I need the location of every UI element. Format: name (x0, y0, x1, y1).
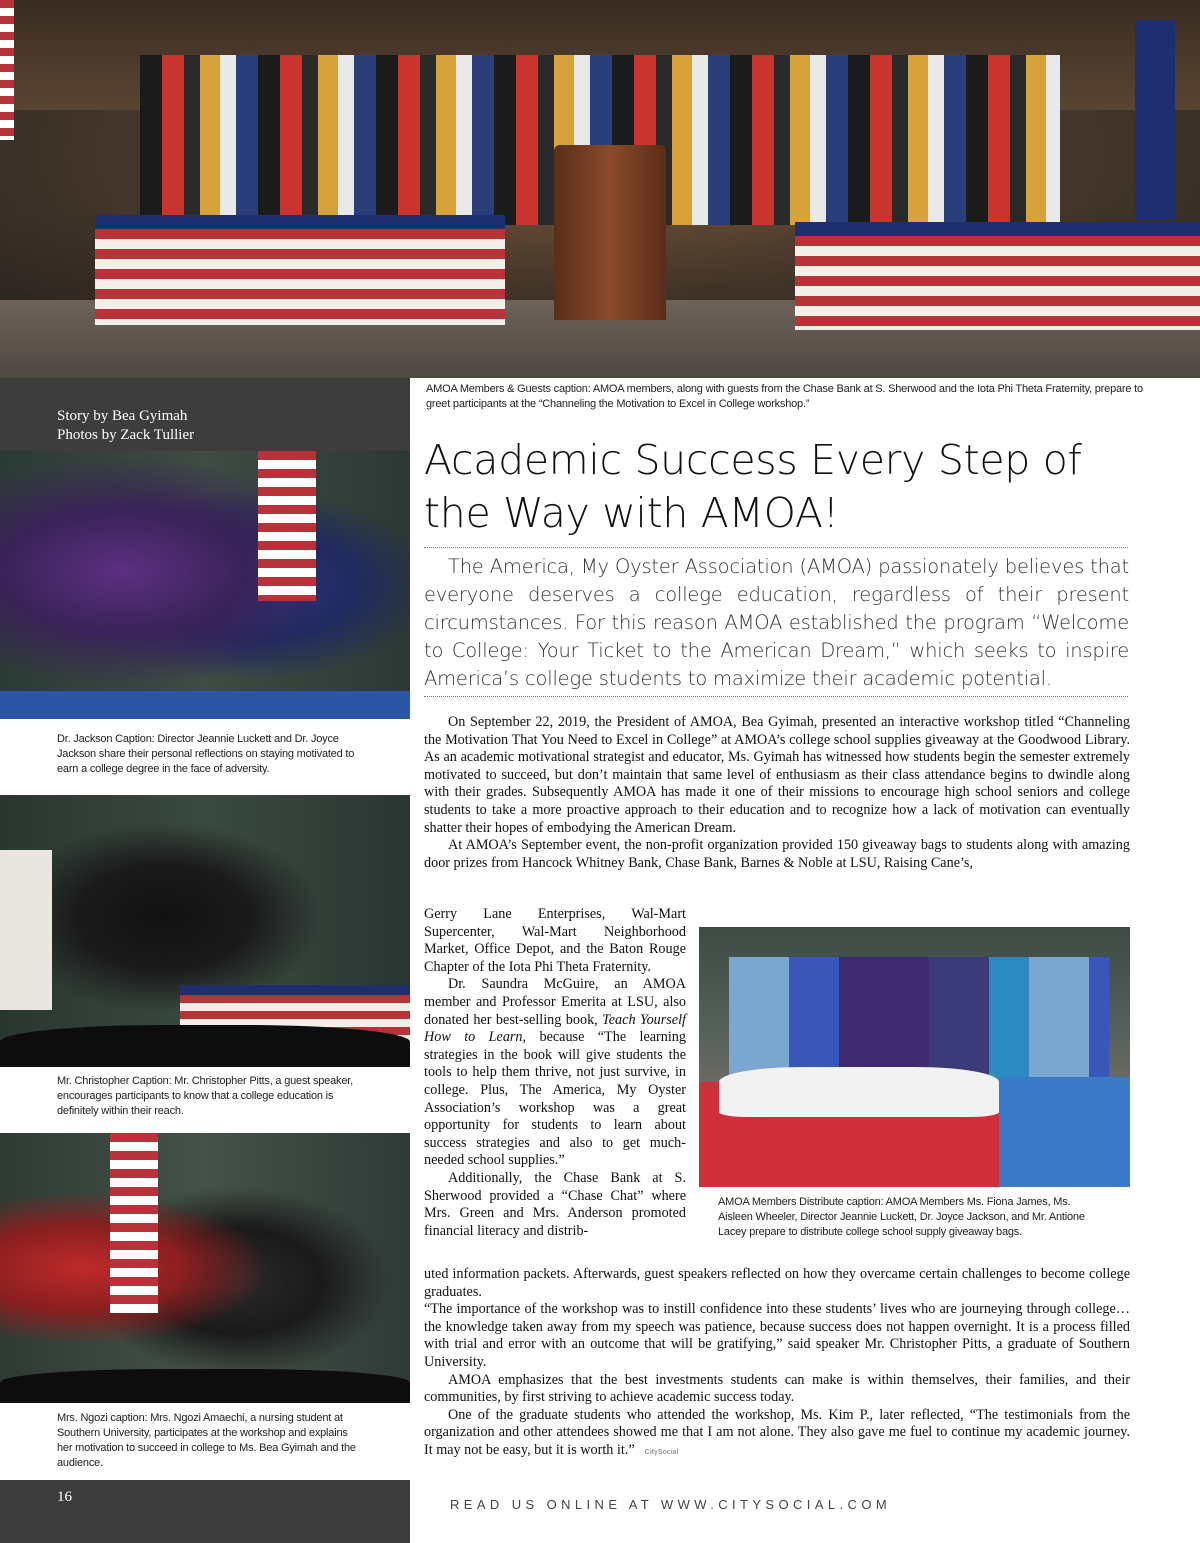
audience-silhouette (0, 1025, 410, 1067)
flag-right (1135, 20, 1175, 220)
flag-left (0, 0, 14, 140)
patriotic-table-left (95, 215, 505, 325)
podium (554, 145, 666, 320)
footer-read-online: READ US ONLINE AT WWW.CITYSOCIAL.COM (450, 1497, 892, 1512)
dotted-rule-bottom (424, 696, 1128, 697)
page-number: 16 (57, 1489, 72, 1505)
welcome-sign (0, 850, 52, 1010)
body-paragraph-4a: Additionally, the Chase Bank at S. Sherwood provided a “Chase Chat” where Mrs. Green and Mrs. Anderson promoted financial literacy and distrib- (424, 1169, 686, 1239)
body-paragraph-7 (424, 1407, 1130, 1462)
flag (110, 1133, 158, 1313)
body-text-bottom (424, 1266, 1130, 1462)
giveaway-bags (719, 1067, 999, 1117)
group-of-members (729, 957, 1109, 1082)
body-paragraph-7-text: One of the graduate students who attended the workshop, Ms. Kim P., later reflected, “The testimonials from the organization and other attendees showed me that I am not alone. They also gave me fuel to continue my academic journey. It may not be easy, but it is worth it.” (424, 1406, 1130, 1458)
body-paragraph-1: On September 22, 2019, the President of AMOA, Bea Gyimah, presented an interactive workshop titled “Channeling the Motivation That You Need to Excel in College” at AMOA’s college school supplies giveaway at the Goodwood Library. As an academic motivational strategist and educator, Ms. Gyimah has witnessed how students begin the semester extremely motivated to succeed, but don’t maintain that same level of enthusiasm as their class attendance begins to dwindle along with their grades. Subsequently AMOA has made it one of their missions to encourage high school seniors and college students to take a more proactive approach to their education and to recognize how a lack of motivation can eventually shatter their hopes of embodying the American Dream. (424, 714, 1130, 836)
headline: Academic Success Every Step of the Way with AMOA! (424, 436, 1082, 537)
body-paragraph-3 (424, 976, 686, 1170)
caption-jackson: Dr. Jackson Caption: Director Jeannie Luckett and Dr. Joyce Jackson share their personal reflections on staying motivated to earn a college degree in the face of adversity. (0, 719, 410, 795)
photo-ngozi-amaechi (0, 1133, 410, 1403)
book-title: Teach Yourself How to Learn, (424, 1011, 686, 1046)
flag (258, 451, 316, 601)
body-text-top (424, 714, 1130, 872)
body-paragraph-6: AMOA emphasizes that the best investments students can make is within themselves, their families, and their communities, by first striving to achieve academic success today. (424, 1371, 1130, 1406)
body-paragraph-2b: Gerry Lane Enterprises, Wal-Mart Supercenter, Wal-Mart Neighborhood Market, Office Depot, and the Baton Rouge Chapter of the Iota Phi Theta Fraternity. (424, 906, 686, 975)
citysocial-end-mark: CitySocial (644, 1448, 679, 1456)
photo-jackson-luckett (0, 451, 410, 719)
caption-distribute: AMOA Members Distribute caption: AMOA Members Ms. Fiona James, Ms. Aisleen Wheeler, Director Jeannie Luckett, Dr. Joyce Jackson, and Mr. Antione Lacey prepare to distribute college school supply giveaway bags. (718, 1196, 1085, 1238)
story-credit: Story by Bea Gyimah (57, 408, 188, 424)
photo-christopher-pitts (0, 795, 410, 1067)
lede-paragraph: The America, My Oyster Association (AMOA) passionately believes that everyone deserves a college education, regardless of their present circumstances. For this reason AMOA established the program “Welcome to College: Your Ticket to the American Dream,” which seeks to inspire America’s college students to maximize their academic potential. (424, 555, 1129, 690)
body-paragraph-4b: uted information packets. Afterwards, guest speakers reflected on how they overcame certain challenges to become college graduates. (424, 1266, 1130, 1300)
caption-christopher: Mr. Christopher Caption: Mr. Christopher Pitts, a guest speaker, encourages participants to know that a college education is definitely within their reach. (0, 1067, 410, 1133)
body-paragraph-2a: At AMOA’s September event, the non-profit organization provided 150 giveaway bags to students along with amazing door prizes from Hancock Whitney Bank, Chase Bank, Barnes & Noble at LSU, Raising Cane’s, (424, 837, 1130, 871)
photo-members-distribute (699, 927, 1130, 1187)
photo-credit: Photos by Zack Tullier (57, 427, 195, 443)
caption-ngozi: Mrs. Ngozi caption: Mrs. Ngozi Amaechi, a nursing student at Southern University, participates at the workshop and explains her motivation to succeed in college to Ms. Bea Gyimah and the audience. (0, 1403, 410, 1480)
blue-table (999, 1077, 1130, 1187)
dotted-rule-top (424, 547, 1128, 548)
body-paragraph-5: “The importance of the workshop was to instill confidence into these students’ lives who are journeying through college…the knowledge taken away from my speech was patience, because success does not happen overnight. It is a process filled with trial and error with an outcome that will be gratifying,” said speaker Mr. Christopher Pitts, a graduate of Southern University. (424, 1301, 1130, 1370)
audience-silhouette (0, 1369, 410, 1403)
hero-group-photo (0, 0, 1200, 378)
body-paragraph-3-pre: Dr. Saundra McGuire, an AMOA member and Professor Emerita at LSU, also donated her best-selling book, (424, 976, 686, 1028)
body-paragraph-3-post: because “The learning strategies in the book will give students the tools to help them thrive, not just survive, in college. Plus, The America, My Oyster Association’s workshop was a great opportunity for students to learn about success strategies and also to get much-needed school supplies.” (424, 1029, 686, 1169)
blue-table (0, 691, 410, 719)
patriotic-table-right (795, 222, 1200, 330)
body-text-narrow (424, 906, 686, 1240)
hero-caption: AMOA Members & Guests caption: AMOA members, along with guests from the Chase Bank at S. Sherwood and the Iota Phi Theta Fraternity, prepare to greet participants at the “Channeling the Motivation to Excel in College workshop.” (426, 383, 1143, 410)
